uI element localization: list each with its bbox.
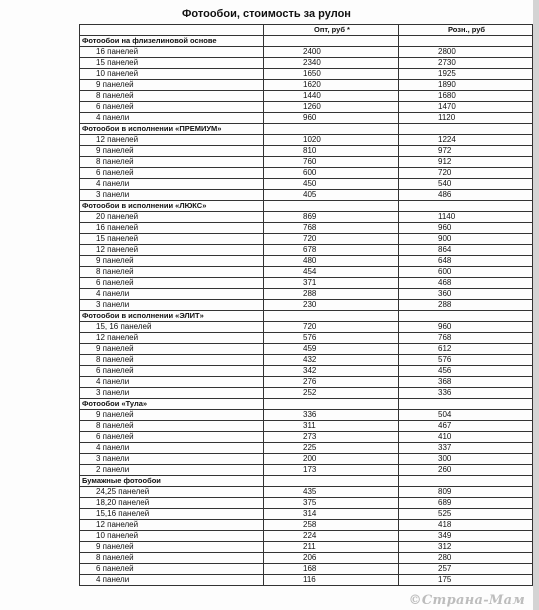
wholesale-price-cell: 1260	[264, 102, 399, 113]
retail-price-cell: 612	[399, 344, 533, 355]
document-title: Фотообои, стоимость за рулон	[182, 8, 351, 20]
panel-count-cell: 3 панели	[80, 388, 264, 399]
table-row	[80, 157, 533, 168]
wholesale-price-cell: 258	[264, 520, 399, 531]
section-title: Фотообои «Тула»	[80, 399, 264, 410]
wholesale-price-cell: 869	[264, 212, 399, 223]
price-table	[79, 24, 533, 586]
table-row	[80, 553, 533, 564]
watermark-logo: ©Страна-Мам	[408, 593, 525, 608]
retail-price-cell: 368	[399, 377, 533, 388]
table-row	[80, 69, 533, 80]
panel-count-cell: 4 панели	[80, 179, 264, 190]
wholesale-price-cell: 720	[264, 234, 399, 245]
panel-count-cell: 20 панелей	[80, 212, 264, 223]
panel-count-cell: 6 панелей	[80, 432, 264, 443]
panel-count-cell: 3 панели	[80, 300, 264, 311]
section-header-row	[80, 36, 533, 47]
wholesale-price-cell: 760	[264, 157, 399, 168]
table-row	[80, 542, 533, 553]
panel-count-cell: 3 панели	[80, 190, 264, 201]
panel-count-cell: 4 панели	[80, 289, 264, 300]
column-header: Опт, руб *	[264, 25, 399, 36]
table-row	[80, 575, 533, 586]
panel-count-cell: 15 панелей	[80, 234, 264, 245]
retail-price-cell: 689	[399, 498, 533, 509]
panel-count-cell: 4 панели	[80, 575, 264, 586]
table-row	[80, 267, 533, 278]
wholesale-price-cell: 600	[264, 168, 399, 179]
table-row	[80, 234, 533, 245]
table-row	[80, 366, 533, 377]
panel-count-cell: 9 панелей	[80, 410, 264, 421]
table-row	[80, 509, 533, 520]
wholesale-price-cell: 2400	[264, 47, 399, 58]
empty-cell	[399, 476, 533, 487]
panel-count-cell: 8 панелей	[80, 91, 264, 102]
wholesale-price-cell: 454	[264, 267, 399, 278]
panel-count-cell: 24,25 панелей	[80, 487, 264, 498]
table-row	[80, 355, 533, 366]
table-row	[80, 388, 533, 399]
table-row	[80, 47, 533, 58]
wholesale-price-cell: 2340	[264, 58, 399, 69]
section-title: Фотообои на флизелиновой основе	[80, 36, 264, 47]
retail-price-cell: 175	[399, 575, 533, 586]
wholesale-price-cell: 480	[264, 256, 399, 267]
retail-price-cell: 280	[399, 553, 533, 564]
wholesale-price-cell: 168	[264, 564, 399, 575]
wholesale-price-cell: 276	[264, 377, 399, 388]
panel-count-cell: 8 панелей	[80, 553, 264, 564]
wholesale-price-cell: 375	[264, 498, 399, 509]
empty-cell	[264, 311, 399, 322]
panel-count-cell: 12 панелей	[80, 333, 264, 344]
table-row	[80, 102, 533, 113]
panel-count-cell: 6 панелей	[80, 366, 264, 377]
table-row	[80, 135, 533, 146]
section-header-row	[80, 201, 533, 212]
table-row	[80, 454, 533, 465]
table-row	[80, 322, 533, 333]
retail-price-cell: 418	[399, 520, 533, 531]
wholesale-price-cell: 371	[264, 278, 399, 289]
table-row	[80, 80, 533, 91]
retail-price-cell: 912	[399, 157, 533, 168]
table-row	[80, 531, 533, 542]
panel-count-cell: 16 панелей	[80, 47, 264, 58]
section-header-row	[80, 311, 533, 322]
panel-count-cell: 15 панелей	[80, 58, 264, 69]
panel-count-cell: 9 панелей	[80, 344, 264, 355]
retail-price-cell: 960	[399, 322, 533, 333]
table-row	[80, 212, 533, 223]
table-row	[80, 487, 533, 498]
section-header-row	[80, 399, 533, 410]
panel-count-cell: 9 панелей	[80, 542, 264, 553]
wholesale-price-cell: 116	[264, 575, 399, 586]
empty-cell	[399, 311, 533, 322]
retail-price-cell: 2800	[399, 47, 533, 58]
panel-count-cell: 6 панелей	[80, 102, 264, 113]
table-row	[80, 58, 533, 69]
panel-count-cell: 6 панелей	[80, 168, 264, 179]
retail-price-cell: 1224	[399, 135, 533, 146]
wholesale-price-cell: 432	[264, 355, 399, 366]
wholesale-price-cell: 459	[264, 344, 399, 355]
table-header-row	[80, 25, 533, 36]
panel-count-cell: 15,16 панелей	[80, 509, 264, 520]
retail-price-cell: 525	[399, 509, 533, 520]
column-header: Розн., руб	[399, 25, 533, 36]
retail-price-cell: 600	[399, 267, 533, 278]
retail-price-cell: 720	[399, 168, 533, 179]
wholesale-price-cell: 1020	[264, 135, 399, 146]
section-title: Бумажные фотообои	[80, 476, 264, 487]
wholesale-price-cell: 810	[264, 146, 399, 157]
table-row	[80, 179, 533, 190]
panel-count-cell: 16 панелей	[80, 223, 264, 234]
retail-price-cell: 1120	[399, 113, 533, 124]
panel-count-cell: 9 панелей	[80, 256, 264, 267]
retail-price-cell: 260	[399, 465, 533, 476]
table-row	[80, 410, 533, 421]
empty-cell	[399, 399, 533, 410]
wholesale-price-cell: 768	[264, 223, 399, 234]
table-row	[80, 91, 533, 102]
wholesale-price-cell: 224	[264, 531, 399, 542]
retail-price-cell: 1680	[399, 91, 533, 102]
retail-price-cell: 312	[399, 542, 533, 553]
wholesale-price-cell: 311	[264, 421, 399, 432]
panel-count-cell: 18,20 панелей	[80, 498, 264, 509]
panel-count-cell: 10 панелей	[80, 531, 264, 542]
empty-cell	[264, 399, 399, 410]
retail-price-cell: 468	[399, 278, 533, 289]
retail-price-cell: 900	[399, 234, 533, 245]
wholesale-price-cell: 336	[264, 410, 399, 421]
panel-count-cell: 8 панелей	[80, 355, 264, 366]
table-row	[80, 432, 533, 443]
retail-price-cell: 486	[399, 190, 533, 201]
retail-price-cell: 864	[399, 245, 533, 256]
section-header-row	[80, 124, 533, 135]
empty-cell	[264, 201, 399, 212]
retail-price-cell: 809	[399, 487, 533, 498]
retail-price-cell: 504	[399, 410, 533, 421]
price-table-body	[80, 25, 533, 586]
panel-count-cell: 6 панелей	[80, 278, 264, 289]
retail-price-cell: 360	[399, 289, 533, 300]
wholesale-price-cell: 211	[264, 542, 399, 553]
panel-count-cell: 9 панелей	[80, 146, 264, 157]
panel-count-cell: 8 панелей	[80, 421, 264, 432]
table-row	[80, 245, 533, 256]
retail-price-cell: 648	[399, 256, 533, 267]
wholesale-price-cell: 288	[264, 289, 399, 300]
table-row	[80, 168, 533, 179]
section-title: Фотообои в исполнении «ПРЕМИУМ»	[80, 124, 264, 135]
table-row	[80, 146, 533, 157]
table-row	[80, 520, 533, 531]
empty-cell	[264, 476, 399, 487]
table-row	[80, 300, 533, 311]
column-header	[80, 25, 264, 36]
retail-price-cell: 257	[399, 564, 533, 575]
retail-price-cell: 2730	[399, 58, 533, 69]
wholesale-price-cell: 173	[264, 465, 399, 476]
table-row	[80, 333, 533, 344]
section-title: Фотообои в исполнении «ЭЛИТ»	[80, 311, 264, 322]
panel-count-cell: 10 панелей	[80, 69, 264, 80]
wholesale-price-cell: 252	[264, 388, 399, 399]
wholesale-price-cell: 1650	[264, 69, 399, 80]
wholesale-price-cell: 435	[264, 487, 399, 498]
panel-count-cell: 6 панелей	[80, 564, 264, 575]
empty-cell	[399, 124, 533, 135]
wholesale-price-cell: 342	[264, 366, 399, 377]
section-header-row	[80, 476, 533, 487]
wholesale-price-cell: 200	[264, 454, 399, 465]
empty-cell	[399, 201, 533, 212]
wholesale-price-cell: 230	[264, 300, 399, 311]
retail-price-cell: 410	[399, 432, 533, 443]
table-row	[80, 344, 533, 355]
wholesale-price-cell: 1620	[264, 80, 399, 91]
wholesale-price-cell: 405	[264, 190, 399, 201]
panel-count-cell: 8 панелей	[80, 267, 264, 278]
retail-price-cell: 300	[399, 454, 533, 465]
table-row	[80, 113, 533, 124]
panel-count-cell: 2 панели	[80, 465, 264, 476]
table-row	[80, 465, 533, 476]
table-row	[80, 190, 533, 201]
retail-price-cell: 540	[399, 179, 533, 190]
panel-count-cell: 9 панелей	[80, 80, 264, 91]
retail-price-cell: 1890	[399, 80, 533, 91]
retail-price-cell: 349	[399, 531, 533, 542]
panel-count-cell: 4 панели	[80, 113, 264, 124]
section-title: Фотообои в исполнении «ЛЮКС»	[80, 201, 264, 212]
panel-count-cell: 15, 16 панелей	[80, 322, 264, 333]
retail-price-cell: 972	[399, 146, 533, 157]
table-row	[80, 564, 533, 575]
retail-price-cell: 960	[399, 223, 533, 234]
table-row	[80, 421, 533, 432]
wholesale-price-cell: 1440	[264, 91, 399, 102]
wholesale-price-cell: 450	[264, 179, 399, 190]
panel-count-cell: 4 панели	[80, 443, 264, 454]
retail-price-cell: 467	[399, 421, 533, 432]
panel-count-cell: 12 панелей	[80, 135, 264, 146]
table-row	[80, 377, 533, 388]
retail-price-cell: 336	[399, 388, 533, 399]
retail-price-cell: 1470	[399, 102, 533, 113]
table-row	[80, 498, 533, 509]
empty-cell	[399, 36, 533, 47]
retail-price-cell: 288	[399, 300, 533, 311]
wholesale-price-cell: 206	[264, 553, 399, 564]
retail-price-cell: 1925	[399, 69, 533, 80]
empty-cell	[264, 36, 399, 47]
table-row	[80, 278, 533, 289]
table-row	[80, 223, 533, 234]
table-row	[80, 256, 533, 267]
wholesale-price-cell: 720	[264, 322, 399, 333]
retail-price-cell: 337	[399, 443, 533, 454]
wholesale-price-cell: 273	[264, 432, 399, 443]
panel-count-cell: 3 панели	[80, 454, 264, 465]
table-row	[80, 443, 533, 454]
retail-price-cell: 768	[399, 333, 533, 344]
table-row	[80, 289, 533, 300]
retail-price-cell: 1140	[399, 212, 533, 223]
wholesale-price-cell: 225	[264, 443, 399, 454]
wholesale-price-cell: 314	[264, 509, 399, 520]
wholesale-price-cell: 678	[264, 245, 399, 256]
wholesale-price-cell: 576	[264, 333, 399, 344]
panel-count-cell: 12 панелей	[80, 520, 264, 531]
panel-count-cell: 4 панели	[80, 377, 264, 388]
panel-count-cell: 12 панелей	[80, 245, 264, 256]
retail-price-cell: 456	[399, 366, 533, 377]
retail-price-cell: 576	[399, 355, 533, 366]
panel-count-cell: 8 панелей	[80, 157, 264, 168]
wholesale-price-cell: 960	[264, 113, 399, 124]
empty-cell	[264, 124, 399, 135]
